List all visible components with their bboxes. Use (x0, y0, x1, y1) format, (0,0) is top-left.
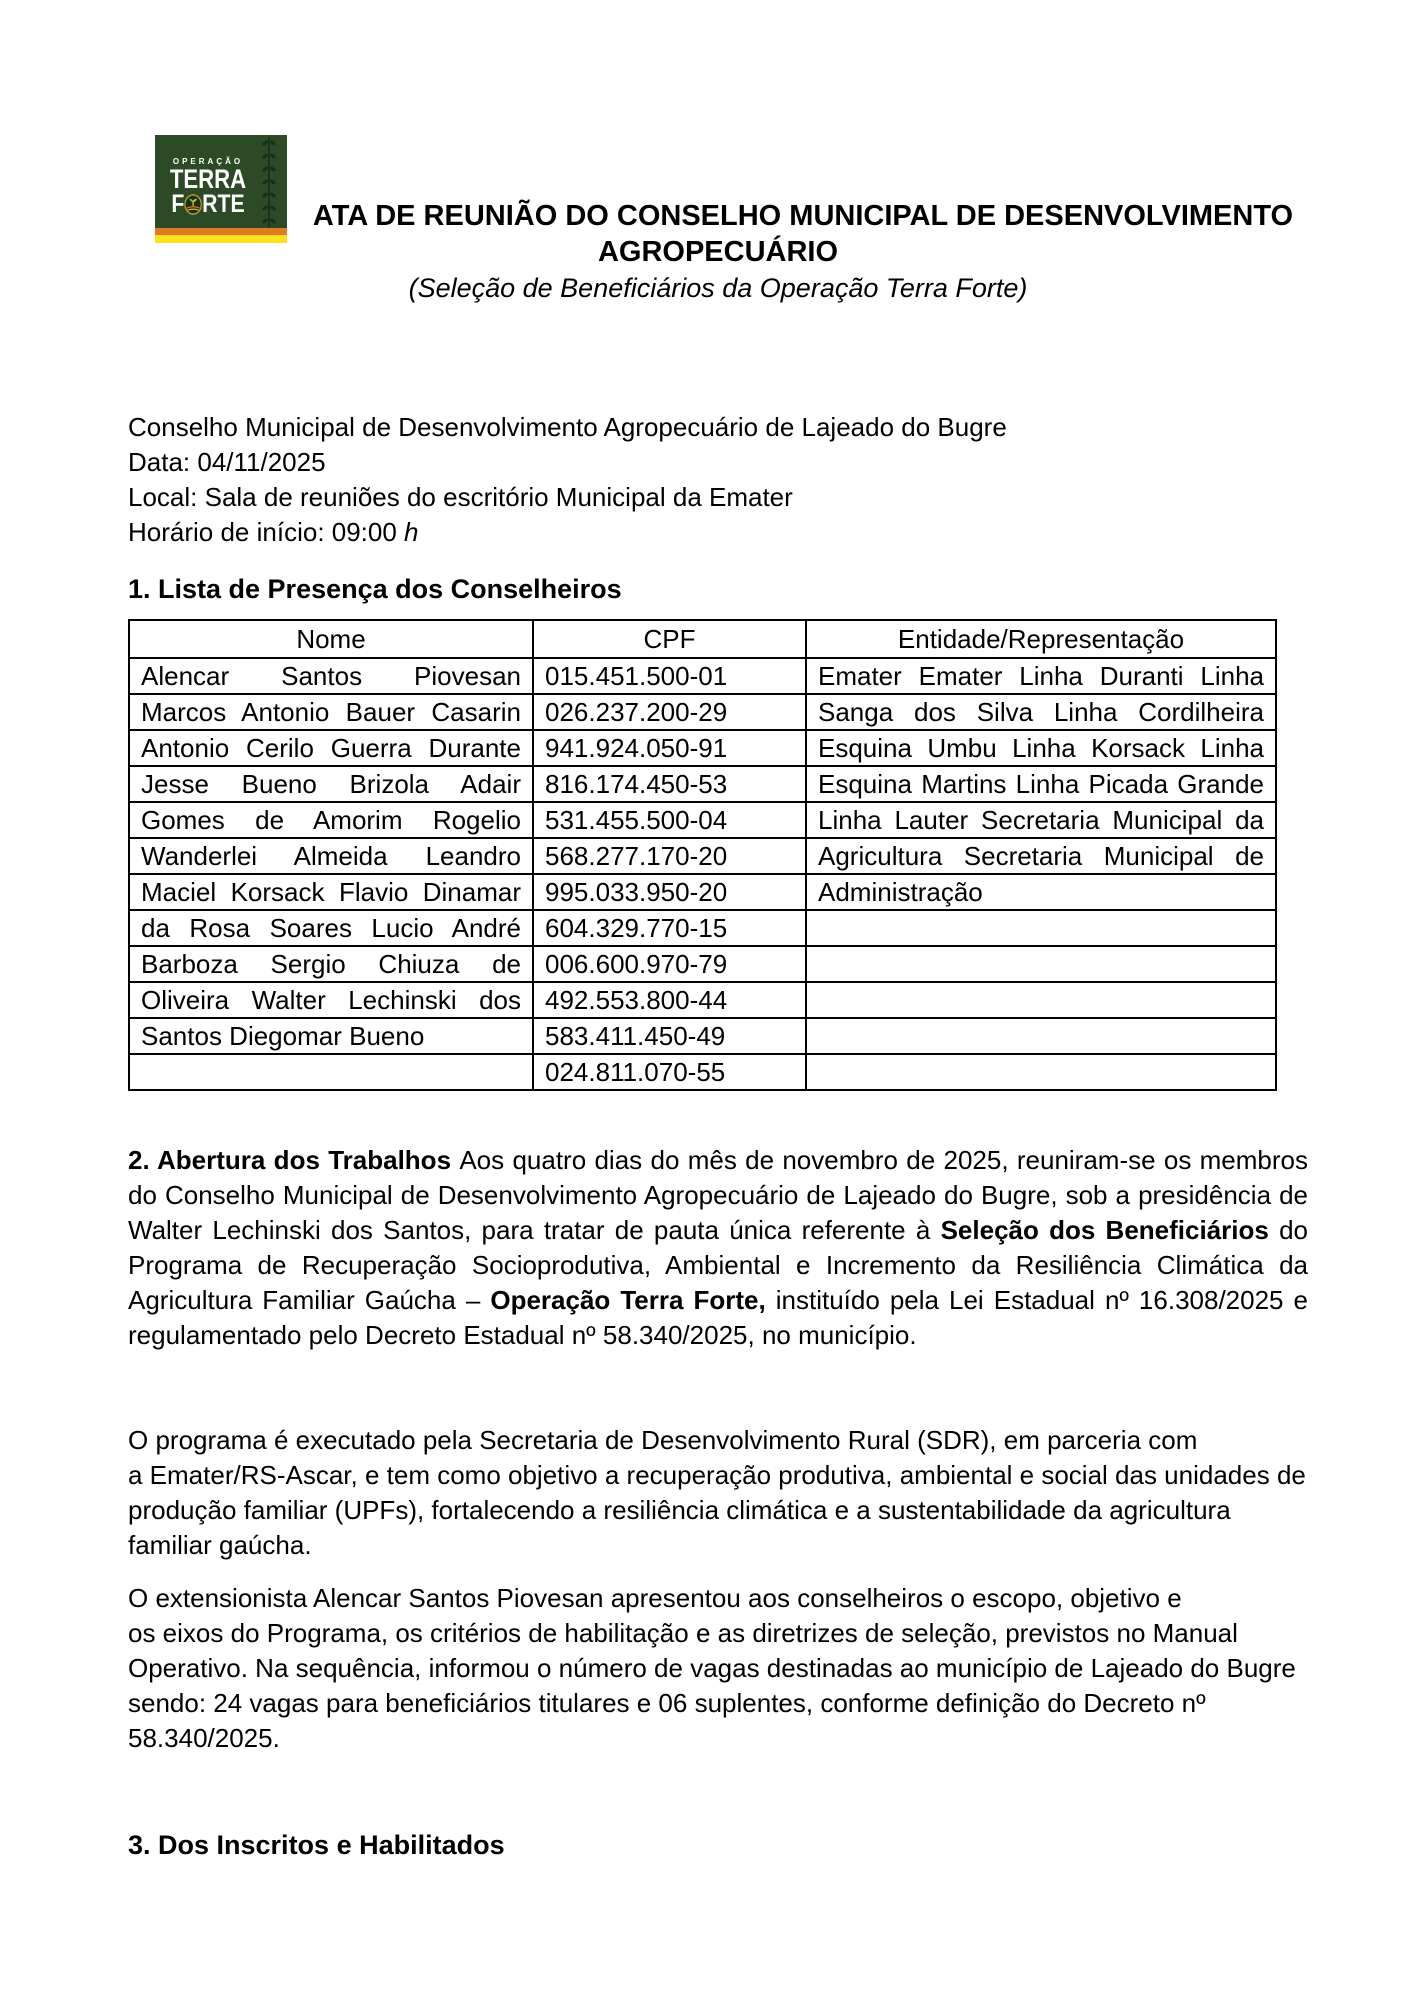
cpf-cell: 015.451.500-01 (533, 658, 806, 694)
cpf-cell: 024.811.070-55 (533, 1054, 806, 1090)
nome-cell: Wanderlei Almeida Leandro (129, 838, 533, 874)
entidade-cell: Sanga dos Silva Linha Cordilheira (806, 694, 1276, 730)
table-row (129, 874, 1276, 910)
cpf-cell: 006.600.970-79 (533, 946, 806, 982)
leaf-stem-icon (261, 135, 277, 228)
table-row (129, 838, 1276, 874)
nome-cell: Gomes de Amorim Rogelio (129, 802, 533, 838)
section-3-heading: 3. Dos Inscritos e Habilitados (128, 1830, 505, 1860)
table-row (129, 1018, 1276, 1054)
nome-cell: Oliveira Walter Lechinski dos (129, 982, 533, 1018)
nome-cell: Barboza Sergio Chiuza de (129, 946, 533, 982)
document-title: ATA DE REUNIÃO DO CONSELHO MUNICIPAL DE DESENVOLVIMENTO AGROPECUÁRIO (312, 200, 1294, 268)
info-line-date: Data: 04/11/2025 (128, 447, 326, 477)
table-row (129, 802, 1276, 838)
logo-forte-text (163, 192, 253, 220)
table-row (129, 982, 1276, 1018)
entidade-cell: Administração (806, 874, 1276, 910)
presence-table (128, 619, 1277, 1091)
cpf-cell: 995.033.950-20 (533, 874, 806, 910)
table-row (129, 730, 1276, 766)
entidade-cell: Esquina Martins Linha Picada Grande (806, 766, 1276, 802)
entidade-cell: Agricultura Secretaria Municipal de (806, 838, 1276, 874)
nome-cell (129, 1054, 533, 1090)
section-1-heading: 1. Lista de Presença dos Conselheiros (128, 574, 622, 604)
entidade-cell (806, 946, 1276, 982)
cpf-cell: 568.277.170-20 (533, 838, 806, 874)
nome-cell: da Rosa Soares Lucio André (129, 910, 533, 946)
extensionist-paragraph: O extensionista Alencar Santos Piovesan apresentou aos conselheiros o escopo, objetivo e os eixos do Programa, os critérios de habilitação e as diretrizes de seleção, previstos no Manual Operativo. Na sequência, informou o número de vagas destinadas ao município de Lajeado do Bugre sendo: 24 vagas para beneficiários titulares e 06 suplentes, conforme definição do Decreto nº 58.340/2025. (128, 1583, 1296, 1753)
entidade-cell: Emater Emater Linha Duranti Linha (806, 658, 1276, 694)
column-header-cpf: CPF (533, 620, 806, 658)
sprout-emblem-icon (184, 194, 202, 220)
entidade-cell (806, 1054, 1276, 1090)
cpf-cell: 583.411.450-49 (533, 1018, 806, 1054)
cpf-cell: 816.174.450-53 (533, 766, 806, 802)
logo-operacao-text: OPERAÇÃO (172, 157, 244, 166)
nome-cell: Maciel Korsack Flavio Dinamar (129, 874, 533, 910)
table-row (129, 910, 1276, 946)
nome-cell: Santos Diegomar Bueno (129, 1018, 533, 1054)
table-row (129, 694, 1276, 730)
logo-forte-f: F (171, 190, 185, 218)
meeting-info (128, 410, 1308, 550)
table-row (129, 1054, 1276, 1090)
program-description-paragraph: O programa é executado pela Secretaria de Desenvolvimento Rural (SDR), em parceria com a Emater/RS-Ascar, e tem como objetivo a recuperação produtiva, ambiental e social das unidades de produção familiar (UPFs), fortalecendo a resiliência climática e a sustentabilidade da agricultura familiar gaúcha. (128, 1425, 1306, 1560)
entidade-cell: Linha Lauter Secretaria Municipal da (806, 802, 1276, 838)
nome-cell: Marcos Antonio Bauer Casarin (129, 694, 533, 730)
nome-cell: Alencar Santos Piovesan (129, 658, 533, 694)
info-line-start-time: Horário de início: 09:00 h (128, 517, 419, 547)
cpf-cell: 604.329.770-15 (533, 910, 806, 946)
section-2-paragraph: 2. Abertura dos Trabalhos Aos quatro dias do mês de novembro de 2025, reuniram-se os membros do Conselho Municipal de Desenvolvimento Agropecuário de Lajeado do Bugre, sob a presidência de Walter Lechinski dos Santos, para tratar de pauta única referente à Seleção dos Beneficiários do Programa de Recuperação Socioprodutiva, Ambiental e Incremento da Resiliência Climática da Agricultura Familiar Gaúcha – Operação Terra Forte, instituído pela Lei Estadual nº 16.308/2025 e regulamentado pelo Decreto Estadual nº 58.340/2025, no município. (128, 1145, 1308, 1350)
terra-forte-logo (155, 135, 287, 243)
nome-cell: Antonio Cerilo Guerra Durante (129, 730, 533, 766)
cpf-cell: 492.553.800-44 (533, 982, 806, 1018)
entidade-cell (806, 1018, 1276, 1054)
table-header-row (129, 620, 1276, 658)
document-subtitle: (Seleção de Beneficiários da Operação Terra Forte) (408, 273, 1028, 303)
cpf-cell: 531.455.500-04 (533, 802, 806, 838)
entidade-cell: Esquina Umbu Linha Korsack Linha (806, 730, 1276, 766)
nome-cell: Jesse Bueno Brizola Adair (129, 766, 533, 802)
entidade-cell (806, 910, 1276, 946)
column-header-entidade: Entidade/Representação (806, 620, 1276, 658)
cpf-cell: 941.924.050-91 (533, 730, 806, 766)
logo-terra-text: TERRA (169, 164, 247, 194)
logo-background (155, 135, 287, 228)
column-header-nome: Nome (129, 620, 533, 658)
logo-orange-stripe (155, 228, 287, 235)
logo-forte-rte: RTE (202, 190, 245, 218)
table-row (129, 946, 1276, 982)
cpf-cell: 026.237.200-29 (533, 694, 806, 730)
info-line-council: Conselho Municipal de Desenvolvimento Agropecuário de Lajeado do Bugre (128, 412, 1007, 442)
logo-yellow-stripe (155, 235, 287, 243)
table-row (129, 766, 1276, 802)
entidade-cell (806, 982, 1276, 1018)
table-row (129, 658, 1276, 694)
info-line-location: Local: Sala de reuniões do escritório Municipal da Emater (128, 482, 793, 512)
